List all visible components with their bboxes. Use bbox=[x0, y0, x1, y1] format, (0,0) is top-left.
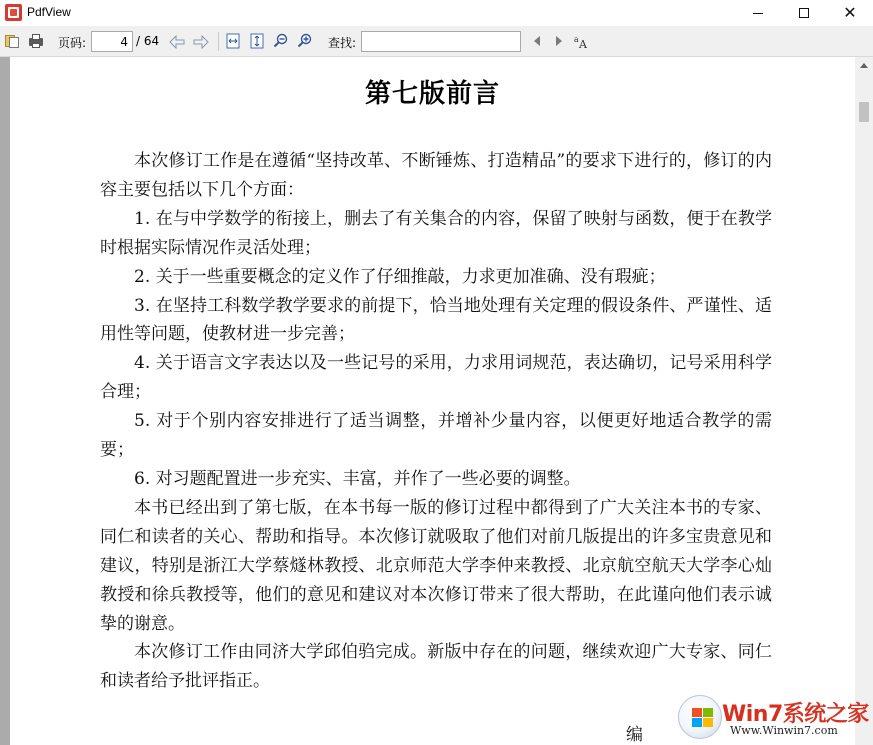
page-title: 第七版前言 bbox=[364, 79, 500, 109]
page-number-input[interactable] bbox=[91, 31, 133, 52]
paragraph: 4. 关于语言文字表达以及一些记号的采用，力求用词规范，表达确切，记号采用科学合理； bbox=[100, 353, 772, 403]
print-icon[interactable] bbox=[28, 33, 44, 49]
open-folder-icon[interactable] bbox=[4, 33, 20, 49]
document-page bbox=[10, 57, 855, 745]
watermark-brand: Win7系统之家 bbox=[722, 702, 869, 727]
toolbar-divider bbox=[218, 32, 219, 51]
scroll-up-icon[interactable] bbox=[855, 57, 873, 74]
svg-text:a: a bbox=[574, 35, 579, 44]
page-label: 页码: bbox=[58, 36, 87, 50]
window-title: PdfView bbox=[27, 5, 71, 19]
toolbar bbox=[0, 26, 873, 57]
paragraph: 本次修订工作是在遵循“坚持改革、不断锤炼、打造精品”的要求下进行的，修订的内容主要包括以下几个方面： bbox=[100, 151, 772, 200]
prev-page-icon[interactable] bbox=[168, 34, 186, 48]
paragraph: 2. 关于一些重要概念的定义作了仔细推敲，力求更加准确、没有瑕疵； bbox=[134, 266, 666, 287]
paragraph: 5. 对于个别内容安排进行了适当调整，并增补少量内容，以便更好地适合教学的需要； bbox=[100, 411, 772, 461]
next-page-icon[interactable] bbox=[192, 34, 210, 48]
paragraph: 本次修订工作由同济大学邱伯驺完成。新版中存在的问题，继续欢迎广大专家、同仁和读者给予批评指正。 bbox=[100, 642, 772, 692]
maximize-icon bbox=[799, 8, 809, 18]
document-viewer[interactable] bbox=[0, 57, 873, 745]
close-icon: ✕ bbox=[843, 3, 857, 22]
signature: 编 bbox=[626, 725, 643, 745]
find-input[interactable] bbox=[361, 31, 521, 52]
fit-page-icon[interactable] bbox=[249, 33, 265, 49]
watermark bbox=[674, 691, 873, 745]
page-total: / 64 bbox=[136, 34, 160, 48]
minimize-icon bbox=[753, 13, 763, 14]
find-prev-icon[interactable] bbox=[529, 33, 545, 49]
windows-logo-icon bbox=[678, 695, 722, 739]
scroll-thumb[interactable] bbox=[859, 102, 869, 122]
zoom-out-icon[interactable] bbox=[273, 33, 289, 49]
svg-text:A: A bbox=[579, 38, 587, 49]
maximize-button[interactable] bbox=[781, 0, 827, 26]
paragraph: 本书已经出到了第七版，在本书每一版的修订过程中都得到了广大关注本书的专家、同仁和读者的关心、帮助和指导。本次修订就吸取了他们对前几版提出的许多宝贵意见和建议，特别是浙江大学蔡燧林教授、北京师范大学李仲来教授、北京航空航天大学李心灿教授和徐兵教授等，他们的意见和建议对本次修订带来了很大帮助，在此谨向他们表示诚挚的谢意。 bbox=[100, 497, 772, 634]
match-case-icon[interactable] bbox=[573, 33, 589, 49]
watermark-url: Www.Winwin7.com bbox=[730, 724, 838, 737]
vertical-scrollbar[interactable] bbox=[855, 57, 873, 745]
title-bar bbox=[0, 0, 873, 26]
paragraph: 3. 在坚持工科数学教学要求的前提下，恰当地处理有关定理的假设条件、严谨性、适用性等问题，使教材进一步完善； bbox=[100, 295, 772, 345]
fit-width-icon[interactable] bbox=[225, 33, 241, 49]
document-body bbox=[100, 147, 772, 696]
pdf-app-icon bbox=[5, 4, 22, 21]
find-label: 查找: bbox=[328, 36, 357, 50]
paragraph: 1. 在与中学数学的衔接上，删去了有关集合的内容，保留了映射与函数，便于在教学时根据实际情况作灵活处理； bbox=[100, 208, 772, 258]
zoom-in-icon[interactable] bbox=[297, 33, 313, 49]
paragraph: 6. 对习题配置进一步充实、丰富，并作了一些必要的调整。 bbox=[134, 468, 581, 489]
close-button[interactable] bbox=[827, 0, 873, 26]
find-next-icon[interactable] bbox=[551, 33, 567, 49]
minimize-button[interactable] bbox=[735, 0, 781, 26]
